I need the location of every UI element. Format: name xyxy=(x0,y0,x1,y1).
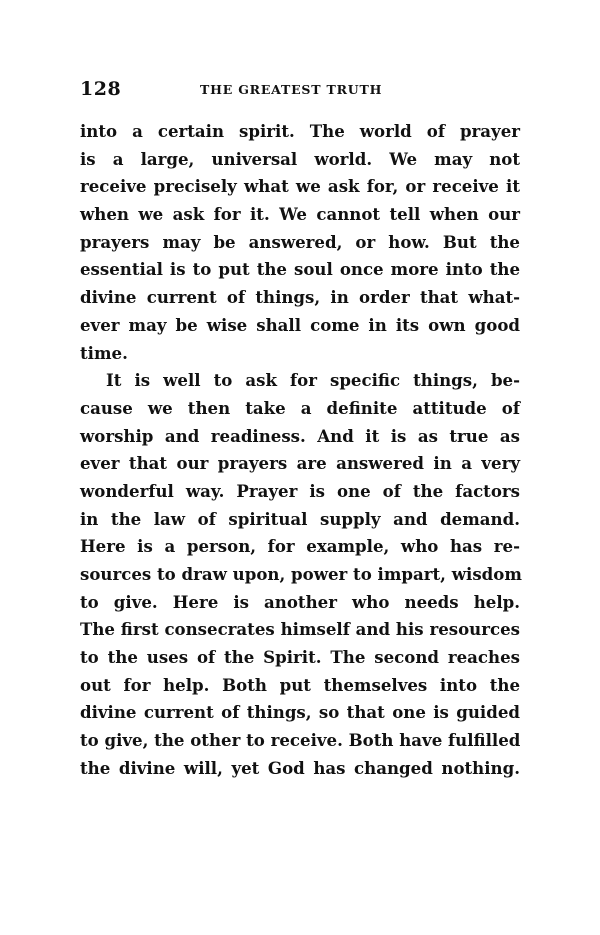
text-line: to give. Here is another who needs help. xyxy=(80,591,520,612)
text-line: cause we then take a definite attitude of xyxy=(80,397,520,418)
text-line: divine current of things, in order that what- xyxy=(80,287,520,308)
text-line: ever may be wise shall come in its own good xyxy=(80,314,520,335)
page-number: 128 xyxy=(80,78,122,100)
text-line: ever that our prayers are answered in a very xyxy=(80,453,520,474)
text-line: when we ask for it. We cannot tell when our xyxy=(80,204,520,225)
text-line: The first consecrates himself and his resources xyxy=(80,619,520,640)
paragraph-2 xyxy=(80,367,520,782)
text-line: sources to draw upon, power to impart, wisdom xyxy=(80,564,522,584)
body-text xyxy=(80,118,520,783)
text-line: into a certain spirit. The world of prayer xyxy=(80,121,520,141)
text-line: Here is a person, for example, who has re- xyxy=(80,536,520,557)
text-line: receive precisely what we ask for, or receive it xyxy=(80,176,520,197)
running-head xyxy=(80,78,520,102)
text-line: in the law of spiritual supply and demand. xyxy=(80,508,520,529)
text-line: the divine will, yet God has changed nothing. xyxy=(80,757,520,778)
text-line: It is well to ask for specific things, be- xyxy=(106,370,520,391)
text-line: prayers may be answered, or how. But the xyxy=(80,231,520,252)
text-line: to the uses of the Spirit. The second reaches xyxy=(80,647,520,668)
text-line: divine current of things, so that one is guided xyxy=(80,702,520,723)
text-line: to give, the other to receive. Both have fulfilled xyxy=(80,730,521,751)
text-line: wonderful way. Prayer is one of the factors xyxy=(80,480,520,501)
text-line: essential is to put the soul once more into the xyxy=(80,259,520,280)
text-line: is a large, universal world. We may not xyxy=(80,148,520,169)
paragraph-1 xyxy=(80,118,520,367)
text-line: time. xyxy=(80,342,128,363)
running-title: THE GREATEST TRUTH xyxy=(200,82,383,97)
text-line: out for help. Both put themselves into the xyxy=(80,674,520,695)
text-line: worship and readiness. And it is as true as xyxy=(80,425,520,446)
